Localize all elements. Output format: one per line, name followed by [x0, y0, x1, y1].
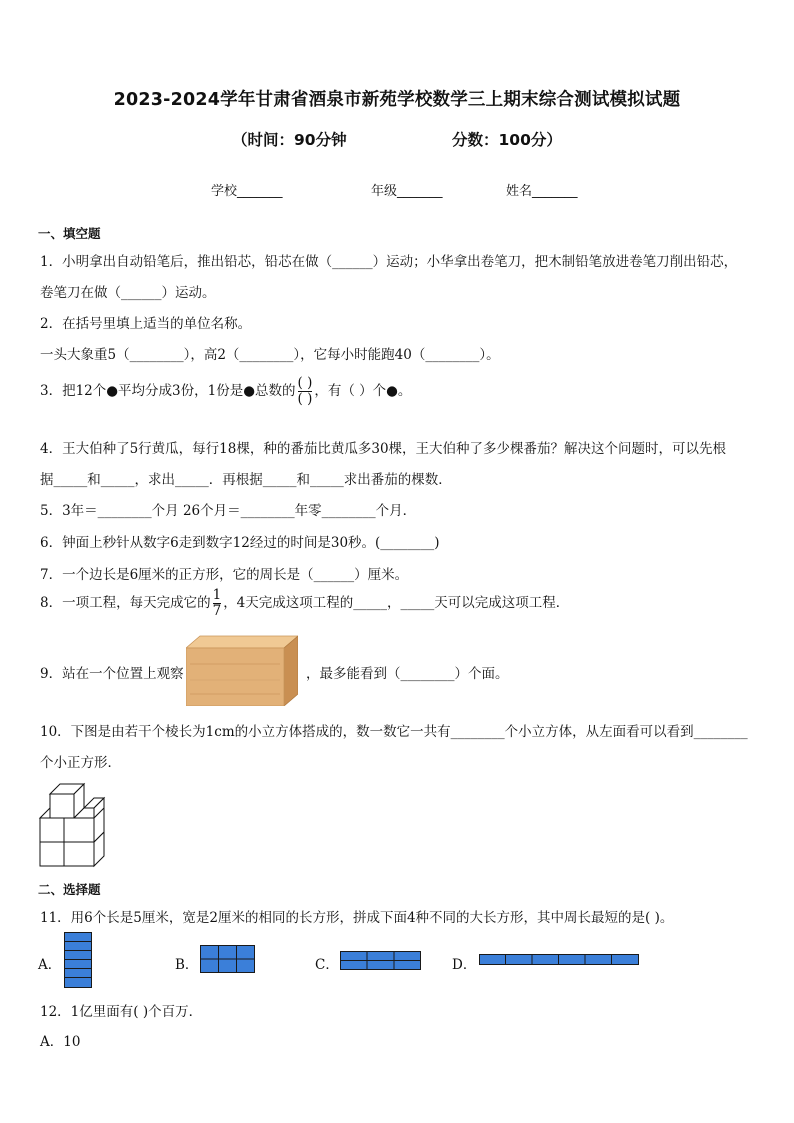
question-3 [40, 376, 411, 407]
fraction-numerator: ( ) [297, 375, 313, 391]
option-d-label[interactable]: D． [452, 957, 477, 973]
option-c-label[interactable]: C． [315, 957, 339, 973]
question-2-line-1: 2．在括号里填上适当的单位名称。 [40, 316, 252, 332]
name-field: 姓名_______ [506, 184, 578, 199]
option-b-label[interactable]: B． [175, 957, 199, 973]
question-8-text: 8．一项工程，每天完成它的 [40, 595, 211, 611]
grade-field: 年级_______ [371, 184, 443, 199]
stacked-cubes-figure [38, 782, 110, 870]
question-3-tail: ，有（ ）个●。 [314, 383, 412, 399]
question-10-line-1: 10．下图是由若干个棱长为1cm的小立方体搭成的，数一数它一共有________个小立方体，从左面看可以看到________ [40, 724, 748, 740]
fraction-denominator: 7 [212, 603, 222, 619]
question-2-line-2: 一头大象重5（________），高2（________），它每小时能跑40（________）。 [40, 347, 500, 363]
option-b-rectangles[interactable] [200, 945, 255, 973]
question-1-line-1: 1．小明拿出自动铅笔后，推出铅芯，铅芯在做（______）运动；小华拿出卷笔刀，把木制铅笔放进卷笔刀削出铅芯， [40, 254, 738, 270]
score-label: 分数：100分） [452, 131, 562, 149]
question-6: 6．钟面上秒针从数字6走到数字12经过的时间是30秒。(________) [40, 535, 440, 551]
question-8-fraction [213, 588, 222, 619]
question-12-option-a[interactable]: A．10 [40, 1034, 81, 1050]
question-4-line-2: 据_____和_____，求出_____．再根据_____和_____求出番茄的棵数． [40, 472, 452, 488]
question-5: 5．3年＝________个月 26个月＝________年零________个月． [40, 503, 417, 519]
question-8-tail: ，4天完成这项工程的_____，_____天可以完成这项工程． [223, 595, 570, 611]
time-label: （时间：90分钟 [232, 131, 347, 149]
question-1-line-2: 卷笔刀在做（______）运动。 [40, 285, 216, 301]
question-3-text: 3．把12个●平均分成3份，1份是●总数的 [40, 383, 296, 399]
question-7: 7．一个边长是6厘米的正方形，它的周长是（______）厘米。 [40, 567, 409, 583]
page-title: 2023-2024学年甘肃省酒泉市新苑学校数学三上期末综合测试模拟试题 [113, 90, 681, 110]
section-choice-heading: 二、选择题 [38, 882, 101, 897]
question-9-text: 9．站在一个位置上观察 [40, 666, 184, 682]
question-4-line-1: 4．王大伯种了5行黄瓜，每行18棵，种的番茄比黄瓜多30棵，王大伯种了多少棵番茄？解决这个问题时，可以先根 [40, 441, 727, 457]
fraction-numerator: 1 [212, 587, 222, 603]
option-c-rectangles[interactable] [340, 951, 421, 970]
question-11: 11．用6个长是5厘米，宽是2厘米的相同的长方形，拼成下面4种不同的大长方形，其中周长最短的是( )。 [40, 910, 674, 926]
option-a-label[interactable]: A． [38, 957, 62, 973]
school-field: 学校_______ [211, 184, 283, 199]
question-10-line-2: 个小正方形． [40, 755, 121, 771]
question-12: 12．1亿里面有( )个百万． [40, 1004, 203, 1020]
option-d-rectangles[interactable] [479, 954, 639, 965]
wood-block-image [186, 634, 298, 706]
section-fill-blank-heading: 一、填空题 [38, 226, 101, 241]
option-a-rectangles[interactable] [64, 932, 92, 988]
question-8 [40, 588, 569, 619]
fraction-denominator: ( ) [297, 391, 313, 407]
question-3-fraction [298, 376, 313, 407]
question-9-tail: ，最多能看到（________）个面。 [306, 666, 509, 682]
